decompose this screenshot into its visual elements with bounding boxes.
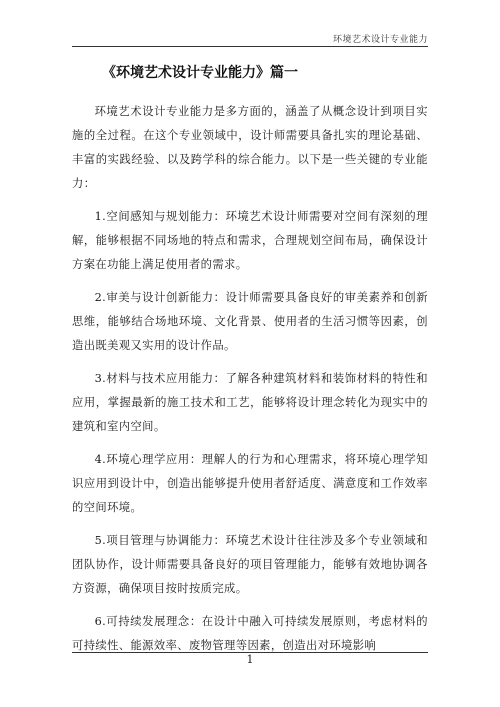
document-body: [72, 62, 428, 667]
intro-paragraph: 环境艺术设计专业能力是多方面的，涵盖了从概念设计到项目实施的全过程。在这个专业领域中，设计师需要具备扎实的理论基础、丰富的实践经验、以及跨学科的综合能力。以下是一些关键的专业能力：: [72, 105, 428, 190]
running-header: 环境艺术设计专业能力: [332, 35, 428, 45]
paragraph-spatial-planning: 1.空间感知与规划能力：环境艺术设计师需要对空间有深刻的理解，能够根据不同场地的特点和需求，合理规划空间布局，确保设计方案在功能上满足使用者的需求。: [72, 210, 428, 271]
header-divider: [72, 46, 428, 47]
paragraph-sustainability: 6.可持续发展理念：在设计中融入可持续发展原则，考虑材料的可持续性、能源效率、废物管理等因素，创造出对环境影响: [72, 615, 428, 652]
paragraph-environmental-psychology: 4.环境心理学应用：理解人的行为和心理需求，将环境心理学知识应用到设计中，创造出能够提升使用者舒适度、满意度和工作效率的空间环境。: [72, 453, 428, 514]
paragraph-aesthetic-innovation: 2.审美与设计创新能力：设计师需要具备良好的审美素养和创新思维，能够结合场地环境、文化背景、使用者的生活习惯等因素，创造出既美观又实用的设计作品。: [72, 291, 428, 352]
paragraph-project-management: 5.项目管理与协调能力：环境艺术设计往往涉及多个专业领域和团队协作，设计师需要具备良好的项目管理能力，能够有效地协调各方资源，确保项目按时按质完成。: [72, 534, 428, 595]
document-title: 《环境艺术设计专业能力》篇一: [102, 65, 298, 81]
paragraph-materials-technology: 3.材料与技术应用能力：了解各种建筑材料和装饰材料的特性和应用，掌握最新的施工技术和工艺，能够将设计理念转化为现实中的建筑和室内空间。: [72, 372, 428, 433]
page-number: 1: [246, 653, 254, 666]
